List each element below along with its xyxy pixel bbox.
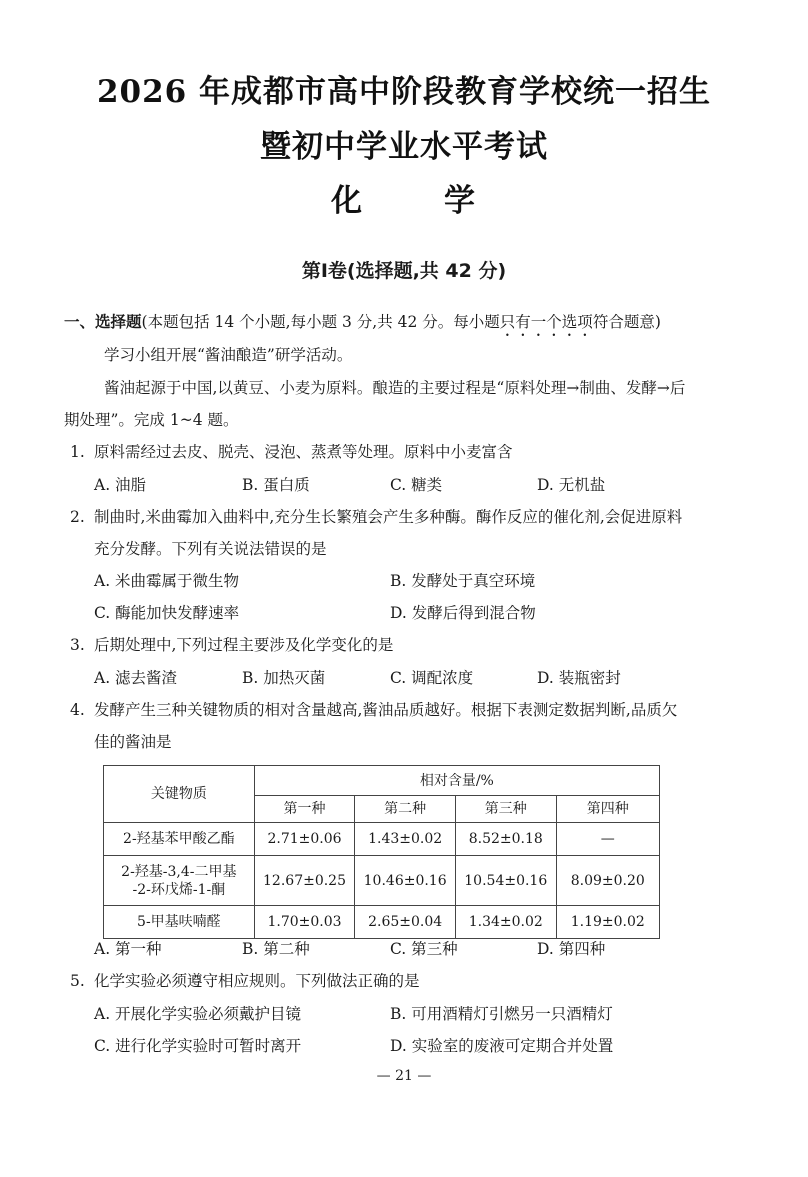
question-4-option-b: B. 第二种 (242, 940, 310, 958)
table-cell: 1.43±0.02 (355, 823, 456, 856)
exam-title-line-1: 2026 年成都市高中阶段教育学校统一招生 (96, 74, 712, 110)
question-4-option-c: C. 第三种 (390, 940, 458, 958)
question-2-option-c: C. 酶能加快发酵速率 (94, 604, 240, 622)
table-cell: 1.70±0.03 (254, 906, 355, 939)
table-cell: — (556, 823, 659, 856)
context-line-2: 酱油起源于中国,以黄豆、小麦为原料。酿造的主要过程是“原料处理→制曲、发酵→后 (104, 379, 686, 397)
context-line-3: 期处理”。完成 1~4 题。 (64, 411, 239, 429)
table-row-substance-line-2: -2-环戊烯-1-酮 (132, 881, 226, 898)
question-1-option-a: A. 油脂 (94, 476, 147, 494)
question-2-number: 2. (70, 508, 85, 526)
table-row (104, 906, 660, 939)
table-cell: 12.67±0.25 (254, 856, 355, 906)
question-1-stem: 原料需经过去皮、脱壳、浸泡、蒸煮等处理。原料中小麦富含 (94, 443, 513, 461)
question-5-option-d: D. 实验室的废液可定期合并处置 (390, 1037, 614, 1055)
table-row-substance-line-1: 2-羟基-3,4-二甲基 (121, 863, 237, 880)
question-4-stem-line-2: 佳的酱油是 (94, 733, 172, 751)
question-5-option-b: B. 可用酒精灯引燃另一只酒精灯 (390, 1005, 613, 1023)
question-5-number: 5. (70, 972, 85, 990)
question-3-option-d: D. 装瓶密封 (537, 669, 621, 687)
question-1-option-c: C. 糖类 (390, 476, 443, 494)
table-cell: 10.46±0.16 (355, 856, 456, 906)
table-header-row (104, 766, 660, 796)
question-1-option-d: D. 无机盐 (537, 476, 606, 494)
question-2-stem-line-1: 制曲时,米曲霉加入曲料中,充分生长繁殖会产生多种酶。酶作反应的催化剂,会促进原料 (94, 508, 683, 526)
question-3-option-a: A. 滤去酱渣 (94, 669, 178, 687)
table-cell: 1.34±0.02 (455, 906, 556, 939)
question-1-number: 1. (70, 443, 85, 461)
page-number: — 21 — (376, 1068, 432, 1084)
question-5-stem: 化学实验必须遵守相应规则。下列做法正确的是 (94, 972, 420, 990)
question-3-stem: 后期处理中,下列过程主要涉及化学变化的是 (94, 636, 394, 654)
table-cell: 2.65±0.04 (355, 906, 456, 939)
table-cell: 10.54±0.16 (455, 856, 556, 906)
table-row-substance (104, 856, 255, 906)
question-5-option-a: A. 开展化学实验必须戴护目镜 (94, 1005, 302, 1023)
table-header-group: 相对含量/% (254, 766, 659, 796)
section-instruction-a: (本题包括 14 个小题,每小题 3 分,共 42 分。每小题 (141, 313, 500, 331)
table-column-header: 第一种 (254, 796, 355, 823)
question-3-number: 3. (70, 636, 85, 654)
exam-title-line-2: 暨初中学业水平考试 (260, 129, 548, 165)
question-2-option-a: A. 米曲霉属于微生物 (94, 572, 240, 590)
table-column-header: 第三种 (455, 796, 556, 823)
question-1-option-b: B. 蛋白质 (242, 476, 310, 494)
table-cell: 8.09±0.20 (556, 856, 659, 906)
table-row-substance: 2-羟基苯甲酸乙酯 (104, 823, 255, 856)
subject-char-2: 学 (444, 183, 477, 219)
section-heading (64, 311, 661, 340)
table-cell: 2.71±0.06 (254, 823, 355, 856)
part-title: 第Ⅰ卷(选择题,共 42 分) (301, 260, 507, 282)
question-4-stem-line-1: 发酵产生三种关键物质的相对含量越高,酱油品质越好。根据下表测定数据判断,品质欠 (94, 701, 678, 719)
section-instruction-b: 符合题意) (592, 313, 661, 331)
table-row-substance: 5-甲基呋喃醛 (104, 906, 255, 939)
context-line-1: 学习小组开展“酱油酿造”研学活动。 (104, 346, 353, 364)
section-instruction-emphasis: 只有一个选项 (499, 313, 593, 331)
question-4-number: 4. (70, 701, 85, 719)
table-column-header: 第四种 (556, 796, 659, 823)
table-cell: 1.19±0.02 (556, 906, 659, 939)
data-table (103, 765, 660, 939)
table-header-substance: 关键物质 (104, 766, 255, 823)
question-2-option-d: D. 发酵后得到混合物 (390, 604, 536, 622)
question-3-option-b: B. 加热灭菌 (242, 669, 326, 687)
section-label: 一、选择题 (64, 313, 142, 331)
question-2-stem-line-2: 充分发酵。下列有关说法错误的是 (94, 540, 327, 558)
question-5-option-c: C. 进行化学实验时可暂时离开 (94, 1037, 302, 1055)
question-2-option-b: B. 发酵处于真空环境 (390, 572, 536, 590)
table-row (104, 856, 660, 906)
question-4-option-a: A. 第一种 (94, 940, 162, 958)
question-3-option-c: C. 调配浓度 (390, 669, 474, 687)
question-4-option-d: D. 第四种 (537, 940, 606, 958)
subject-title (0, 175, 808, 220)
table-row (104, 823, 660, 856)
table-column-header: 第二种 (355, 796, 456, 823)
table-cell: 8.52±0.18 (455, 823, 556, 856)
subject-char-1: 化 (331, 183, 364, 219)
